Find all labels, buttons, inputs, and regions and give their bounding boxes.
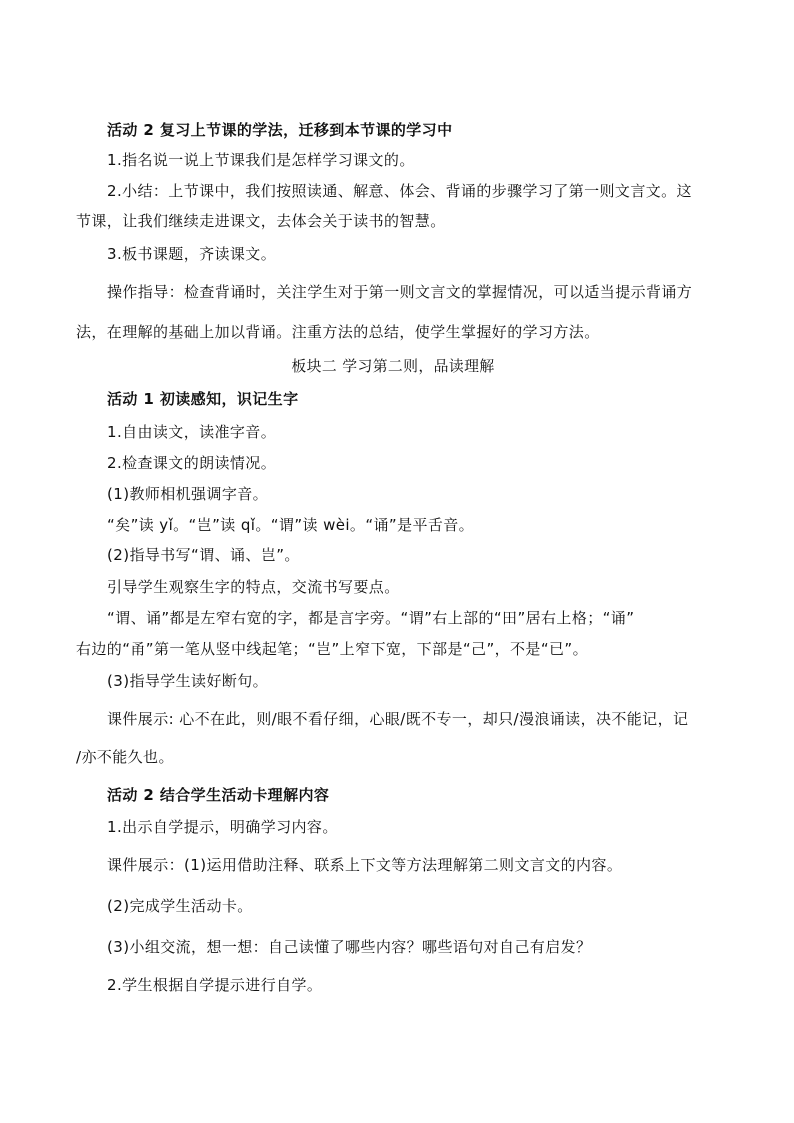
paragraph-line: 1.出示自学提示，明确学习内容。 [107, 818, 338, 836]
paragraph-line: 2.检查课文的朗读情况。 [107, 454, 277, 472]
courseware-line: /亦不能久也。 [76, 748, 174, 766]
section-heading: 板块二 学习第二则，品读理解 [291, 357, 495, 375]
operation-guide-line: 法，在理解的基础上加以背诵。注重方法的总结，使学生掌握好的学习方法。 [76, 323, 600, 341]
paragraph-line: (3)小组交流，想一想：自己读懂了哪些内容？哪些语句对自己有启发？ [107, 938, 592, 956]
writing-tips-line: 右边的“甬”第一笔从竖中线起笔；“岂”上窄下宽，下部是“己”，不是“已”。 [76, 640, 588, 658]
activity-2-heading: 活动 2 复习上节课的学法，迁移到本节课的学习中 [107, 121, 453, 139]
operation-guide-line: 操作指导：检查背诵时，关注学生对于第一则文言文的掌握情况，可以适当提示背诵方 [107, 283, 693, 301]
activity-2b-heading: 活动 2 结合学生活动卡理解内容 [107, 786, 330, 804]
paragraph-line: 1.指名说一说上节课我们是怎样学习课文的。 [107, 151, 415, 169]
paragraph-line: 引导学生观察生字的特点，交流书写要点。 [107, 578, 400, 596]
paragraph-line: (3)指导学生读好断句。 [107, 672, 269, 690]
paragraph-line: (2)完成学生活动卡。 [107, 897, 253, 915]
paragraph-line: 2.学生根据自学提示进行自学。 [107, 976, 323, 994]
pronunciation-line: “矣”读 yǐ。“岂”读 qǐ。“谓”读 wèi。“诵”是平舌音。 [107, 516, 475, 534]
paragraph-line: 1.自由读文，读准字音。 [107, 423, 277, 441]
courseware-line: 课件展示: 心不在此，则/眼不看仔细，心眼/既不专一，却只/漫浪诵读，决不能记，记 [107, 710, 689, 728]
paragraph-line: 2.小结：上节课中，我们按照读通、解意、体会、背诵的步骤学习了第一则文言文。这 [107, 182, 692, 200]
activity-1-heading: 活动 1 初读感知，识记生字 [107, 390, 299, 408]
paragraph-line: (1)教师相机强调字音。 [107, 485, 269, 503]
paragraph-line: 3.板书课题，齐读课文。 [107, 245, 277, 263]
courseware-line: 课件展示：(1)运用借助注释、联系上下文等方法理解第二则文言文的内容。 [107, 856, 623, 874]
writing-tips-line: “谓、诵”都是左窄右宽的字，都是言字旁。“谓”右上部的“田”居右上格；“诵” [107, 609, 635, 627]
paragraph-line: 节课，让我们继续走进课文，去体会关于读书的智慧。 [76, 212, 446, 230]
paragraph-line: (2)指导书写“谓、诵、岂”。 [107, 546, 300, 564]
